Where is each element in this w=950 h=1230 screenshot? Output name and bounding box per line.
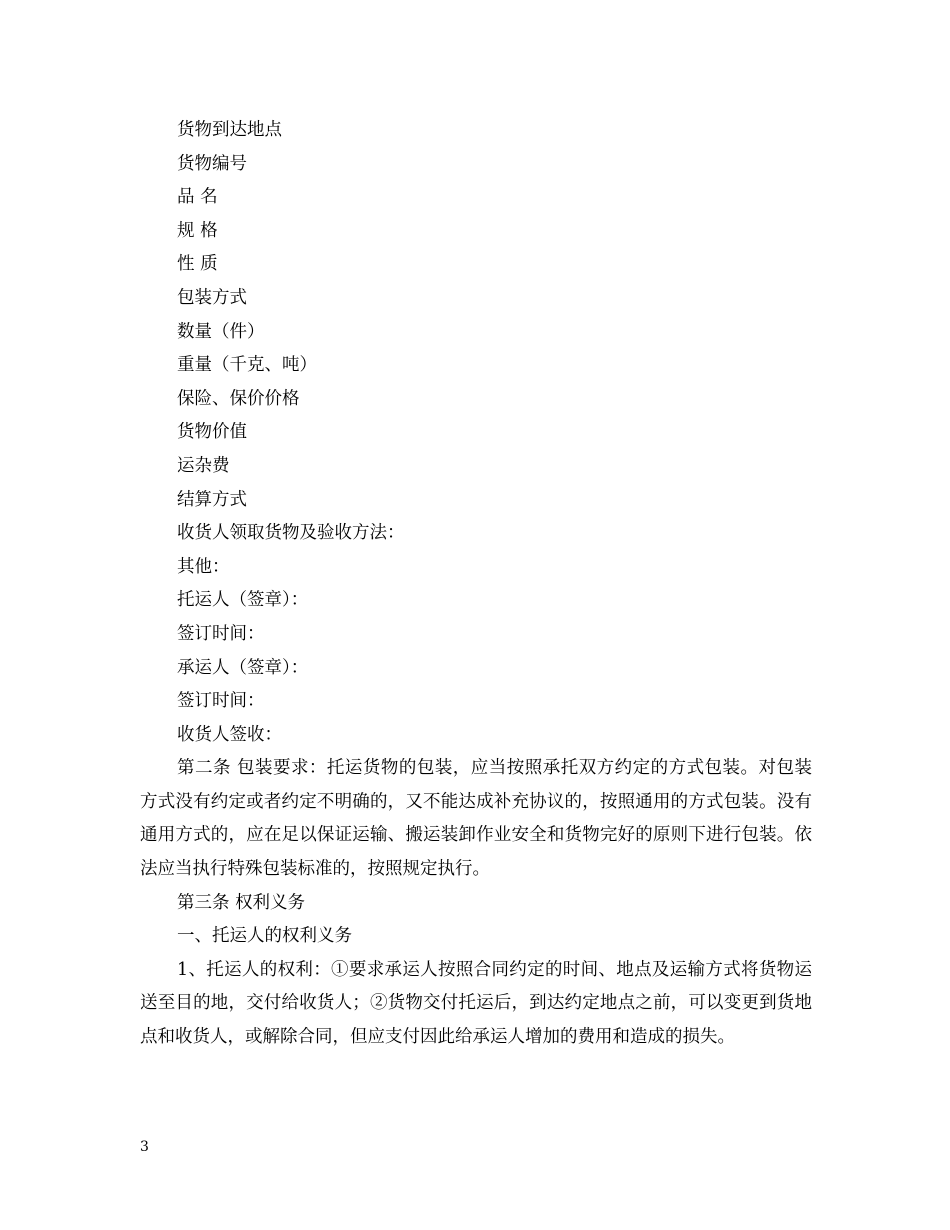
field-line: 结算方式 bbox=[177, 489, 247, 510]
field-line: 货物价值 bbox=[177, 422, 247, 443]
date-line: 签订时间： bbox=[177, 623, 265, 644]
field-line: 数量（件） bbox=[177, 321, 265, 342]
date-line: 签订时间： bbox=[177, 691, 265, 712]
field-line: 包装方式 bbox=[177, 287, 247, 308]
field-line: 其他： bbox=[177, 556, 230, 577]
field-line: 货物到达地点 bbox=[177, 120, 282, 140]
field-line: 收货人领取货物及验收方法： bbox=[177, 523, 405, 544]
article-3-heading: 第三条 权利义务 bbox=[177, 892, 306, 913]
field-line: 规 格 bbox=[177, 220, 218, 241]
field-line: 性 质 bbox=[177, 254, 218, 275]
page-number: 3 bbox=[140, 1139, 149, 1155]
field-line: 品 名 bbox=[177, 187, 218, 208]
signature-line: 承运人（签章）： bbox=[177, 657, 309, 678]
field-line: 货物编号 bbox=[177, 153, 247, 174]
field-line: 保险、保价价格 bbox=[177, 388, 300, 409]
document-body bbox=[140, 114, 812, 1055]
article-2-paragraph: 第二条 包装要求：托运货物的包装，应当按照承托双方约定的方式包装。对包装方式没有约定或者约定不明确的，又不能达成补充协议的，按照通用的方式包装。没有通用方式的，应在足以保证运输、搬运装卸作业安全和货物完好的原则下进行包装。依法应当执行特殊包装标准的，按照规定执行。 bbox=[140, 758, 812, 880]
section-1-heading: 一、托运人的权利义务 bbox=[177, 926, 352, 947]
item-1-paragraph: 1、托运人的权利：①要求承运人按照合同约定的时间、地点及运输方式将货物运送至目的地，交付给收货人；②货物交付托运后，到达约定地点之前，可以变更到货地点和收货人，或解除合同，但应支付因此给承运人增加的费用和造成的损失。 bbox=[140, 959, 812, 1048]
signature-line: 托运人（签章）： bbox=[177, 590, 309, 611]
signature-line: 收货人签收： bbox=[177, 724, 282, 745]
field-line: 重量（千克、吨） bbox=[177, 355, 317, 376]
field-line: 运杂费 bbox=[177, 455, 230, 476]
